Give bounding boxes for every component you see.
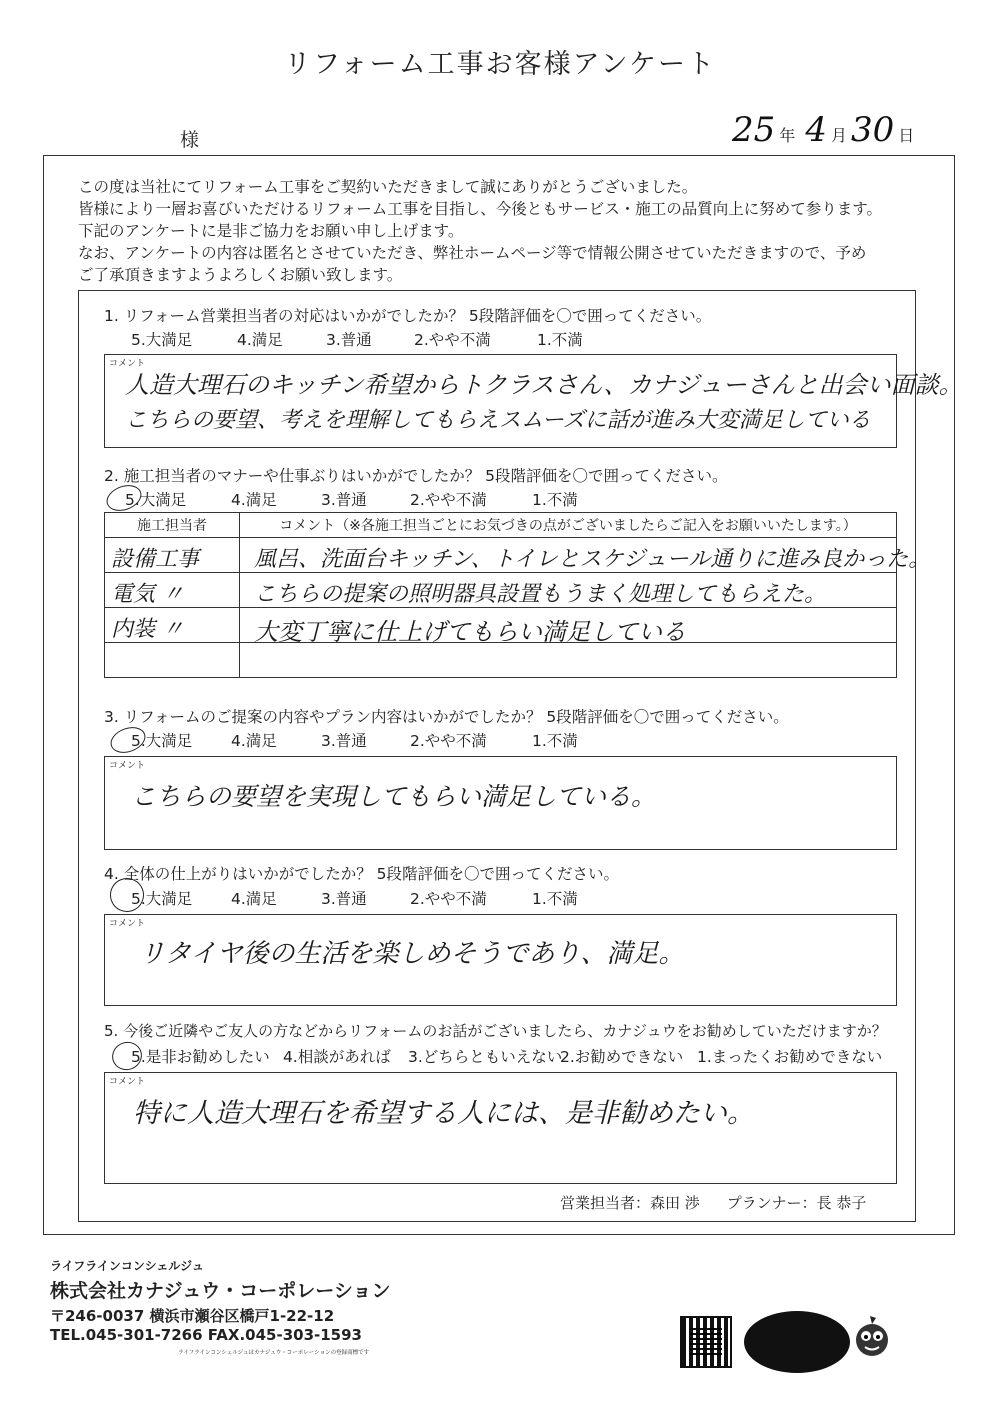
staff-comment: 大変丁寧に仕上げてもらい満足している xyxy=(254,618,686,646)
q4-option-3[interactable]: 3.普通 xyxy=(321,890,367,908)
q5-comment-label: コメント xyxy=(109,1077,146,1087)
q3-question: 3. リフォームのご提案の内容やプラン内容はいかがでしたか？ 5段階評価を〇で囲ってください。 xyxy=(104,708,789,726)
q2-option-3[interactable]: 3.普通 xyxy=(321,491,367,509)
q4-option-5[interactable]: 5.大満足 xyxy=(131,890,193,908)
q3-option-3[interactable]: 3.普通 xyxy=(321,732,367,750)
q5-option-5[interactable]: 5.是非お勧めしたい xyxy=(131,1048,270,1066)
staff-role: 内装 〃 xyxy=(111,617,184,642)
intro-line: 皆様により一層お喜びいただけるリフォーム工事を目指し、今後ともサービス・施工の品質向上に努めて参ります。 xyxy=(78,200,882,218)
q3-option-5[interactable]: 5.大満足 xyxy=(131,732,193,750)
date-year: 25 xyxy=(732,110,776,150)
company-fine-print: ライフラインコンシェルジュはカナジュウ・コーポレーションの登録商標です xyxy=(178,1350,370,1356)
company-name: 株式会社カナジュウ・コーポレーション xyxy=(50,1280,391,1302)
date-day-unit: 日 xyxy=(898,126,915,145)
q4-option-2[interactable]: 2.やや不満 xyxy=(410,890,487,908)
q1-option-2[interactable]: 2.やや不満 xyxy=(414,331,491,349)
date-month-unit: 月 xyxy=(830,126,847,145)
q1-comment-box[interactable] xyxy=(104,354,963,448)
q3-option-4[interactable]: 4.満足 xyxy=(231,732,277,750)
mascot-icon xyxy=(850,1312,894,1360)
q3-comment: こちらの要望を実現してもらい満足している。 xyxy=(131,782,657,811)
planner-name: 長 恭子 xyxy=(816,1194,867,1212)
q5-option-3[interactable]: 3.どちらともいえない xyxy=(408,1048,563,1066)
staff-comment: こちらの提案の照明器具設置もうまく処理してもらえた。 xyxy=(254,582,827,607)
intro-line: 下記のアンケートに是非ご協力をお願い申し上げます。 xyxy=(78,222,464,240)
table-row xyxy=(105,538,897,573)
staff-comment-cell[interactable] xyxy=(240,643,897,678)
q4-comment-box[interactable] xyxy=(104,914,897,1006)
intro-line: この度は当社にてリフォーム工事をご契約いただきまして誠にありがとうございました。 xyxy=(78,178,698,196)
staff-signature xyxy=(560,1192,866,1213)
staff-comment-cell[interactable] xyxy=(240,608,897,646)
q1-comment-line1: 人造大理石のキッチン希望からトクラスさん、カナジューさんと出会い面談。 xyxy=(125,371,963,399)
date-day: 30 xyxy=(850,110,895,150)
q2-staff-table xyxy=(104,512,931,678)
q1-comment-line2: こちらの要望、考えを理解してもらえスムーズに話が進み大変満足している xyxy=(125,408,871,433)
date-month: 4 xyxy=(805,110,827,150)
staff-header-comment: コメント（※各施工担当ごとにお気づきの点がございましたらご記入をお願いいたします。） xyxy=(240,513,897,538)
q5-option-4[interactable]: 4.相談があれば xyxy=(283,1048,391,1066)
company-address: 〒246-0037 横浜市瀬谷区橋戸1-22-12 xyxy=(50,1307,335,1325)
q5-option-2[interactable]: 2.お勧めできない xyxy=(560,1048,684,1066)
q3-comment-box[interactable] xyxy=(104,756,897,850)
q5-comment-box[interactable] xyxy=(104,1072,897,1184)
date-year-unit: 年 xyxy=(779,126,796,145)
q4-question: 4. 全体の仕上がりはいかがでしたか？ 5段階評価を〇で囲ってください。 xyxy=(104,865,620,883)
q1-option-3[interactable]: 3.普通 xyxy=(326,331,372,349)
staff-role: 設備工事 xyxy=(111,547,200,572)
staff-comment: 風呂、洗面台キッチン、トイレとスケジュール通りに進み良かった。 xyxy=(254,547,931,572)
staff-header-role: 施工担当者 xyxy=(105,513,240,538)
staff-role: 電気 〃 xyxy=(111,582,184,607)
table-row xyxy=(105,608,897,643)
company-tagline: ライフラインコンシェルジュ xyxy=(50,1259,204,1273)
intro-text xyxy=(78,176,882,286)
q5-option-1[interactable]: 1.まったくお勧めできない xyxy=(697,1048,883,1066)
survey-date xyxy=(728,110,914,150)
q2-option-5[interactable]: 5.大満足 xyxy=(125,491,187,509)
q1-option-5[interactable]: 5.大満足 xyxy=(131,331,193,349)
company-phone: TEL.045-301-7266 FAX.045-303-1593 xyxy=(50,1326,362,1344)
q2-option-4[interactable]: 4.満足 xyxy=(231,491,277,509)
q5-comment: 特に人造大理石を希望する人には、是非勧めたい。 xyxy=(133,1098,754,1129)
customer-suffix: 様 xyxy=(180,129,200,151)
redacted-mark xyxy=(744,1311,850,1373)
q1-comment-label: コメント xyxy=(109,359,146,369)
q4-comment-label: コメント xyxy=(109,919,146,929)
q2-question: 2. 施工担当者のマナーや仕事ぶりはいかがでしたか？ 5段階評価を〇で囲ってください。 xyxy=(104,467,728,485)
sales-label: 営業担当者： xyxy=(560,1194,651,1212)
sales-name: 森田 渉 xyxy=(650,1194,700,1212)
survey-title: リフォーム工事お客様アンケート xyxy=(283,49,717,80)
table-row xyxy=(105,643,897,678)
table-row xyxy=(105,573,897,608)
q1-option-4[interactable]: 4.満足 xyxy=(237,331,283,349)
intro-line: なお、アンケートの内容は匿名とさせていただき、弊社ホームページ等で情報公開させていただきますので、予め xyxy=(78,244,867,262)
q1-question: 1. リフォーム営業担当者の対応はいかがでしたか？ 5段階評価を〇で囲ってください。 xyxy=(104,307,712,325)
q2-option-1[interactable]: 1.不満 xyxy=(532,491,578,509)
q4-option-1[interactable]: 1.不満 xyxy=(532,890,578,908)
q3-comment-label: コメント xyxy=(109,761,146,771)
q3-option-1[interactable]: 1.不満 xyxy=(532,732,578,750)
qr-code-icon[interactable] xyxy=(680,1316,732,1368)
intro-line: ご了承頂きますようよろしくお願い致します。 xyxy=(78,266,403,284)
planner-label: プランナー： xyxy=(726,1194,817,1212)
staff-comment-cell[interactable] xyxy=(240,573,897,608)
staff-comment-cell[interactable] xyxy=(240,538,931,573)
q4-comment: リタイヤ後の生活を楽しめそうであり、満足。 xyxy=(139,939,685,969)
q5-question: 5. 今後ご近隣やご友人の方などからリフォームのお話がございましたら、カナジュウをお勧めしていただけますか？ xyxy=(104,1022,887,1040)
q4-option-4[interactable]: 4.満足 xyxy=(231,890,277,908)
q2-option-2[interactable]: 2.やや不満 xyxy=(410,491,487,509)
q3-option-2[interactable]: 2.やや不満 xyxy=(410,732,487,750)
q1-option-1[interactable]: 1.不満 xyxy=(537,331,583,349)
